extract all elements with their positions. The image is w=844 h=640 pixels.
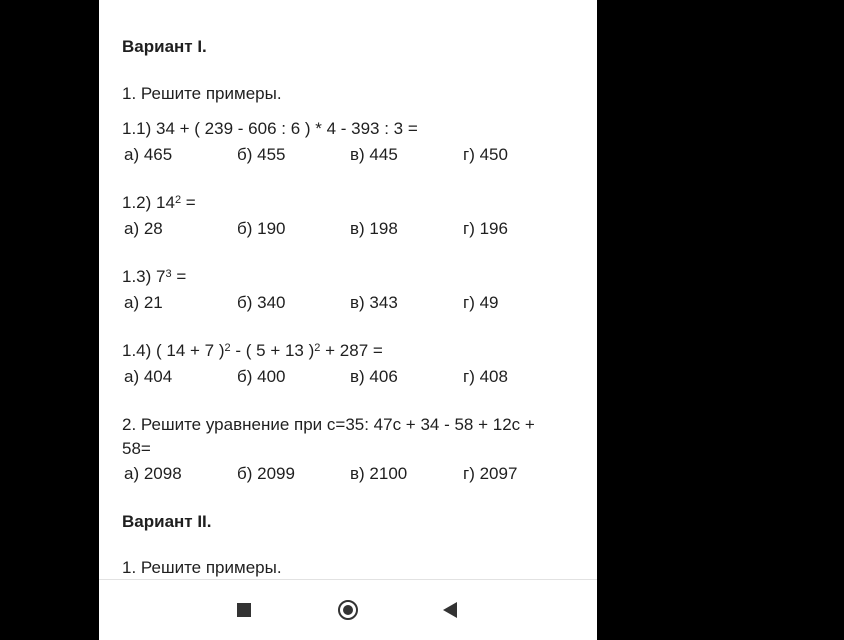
option-g: г) 450 <box>463 145 508 164</box>
task-1-heading-v2: 1. Решите примеры. <box>122 558 282 577</box>
variant-2-title: Вариант II. <box>122 512 212 531</box>
recents-icon <box>237 603 251 617</box>
task-2-line-2: 58= <box>122 439 151 458</box>
question-1-1: 1.1) 34 + ( 239 - 606 : 6 ) * 4 - 393 : 3 = <box>122 119 418 138</box>
option-v: в) 343 <box>350 293 398 312</box>
system-nav-bar <box>99 579 597 640</box>
option-b: б) 340 <box>237 293 286 312</box>
option-b: б) 2099 <box>237 464 295 483</box>
option-b: б) 400 <box>237 367 286 386</box>
option-g: г) 196 <box>463 219 508 238</box>
option-g: г) 49 <box>463 293 499 312</box>
back-icon <box>443 602 457 618</box>
back-button[interactable] <box>420 580 480 640</box>
option-g: г) 2097 <box>463 464 518 483</box>
home-icon <box>338 600 358 620</box>
question-1-4: 1.4) ( 14 + 7 )$^2$ - ( 5 + 13 )$^2$ + 287 = <box>122 341 383 360</box>
variant-1-title: Вариант I. <box>122 37 207 56</box>
option-b: б) 190 <box>237 219 286 238</box>
option-v: в) 198 <box>350 219 398 238</box>
option-b: б) 455 <box>237 145 286 164</box>
recents-button[interactable] <box>214 580 274 640</box>
option-v: в) 406 <box>350 367 398 386</box>
option-v: в) 445 <box>350 145 398 164</box>
task-1-heading: 1. Решите примеры. <box>122 84 282 103</box>
document-page <box>99 0 597 639</box>
option-v: в) 2100 <box>350 464 408 483</box>
task-2-line-1: 2. Решите уравнение при с=35: 47с + 34 - 58 + 12с + <box>122 415 535 434</box>
home-button[interactable] <box>318 580 378 640</box>
option-a: а) 465 <box>124 145 173 164</box>
option-a: а) 21 <box>124 293 163 312</box>
option-g: г) 408 <box>463 367 508 386</box>
question-1-2: 1.2) $14^2$ = <box>122 193 196 212</box>
document-content <box>99 0 597 579</box>
question-1-3: 1.3) $7^3$ = <box>122 267 187 286</box>
option-a: а) 2098 <box>124 464 182 483</box>
option-a: а) 404 <box>124 367 173 386</box>
option-a: а) 28 <box>124 219 163 238</box>
